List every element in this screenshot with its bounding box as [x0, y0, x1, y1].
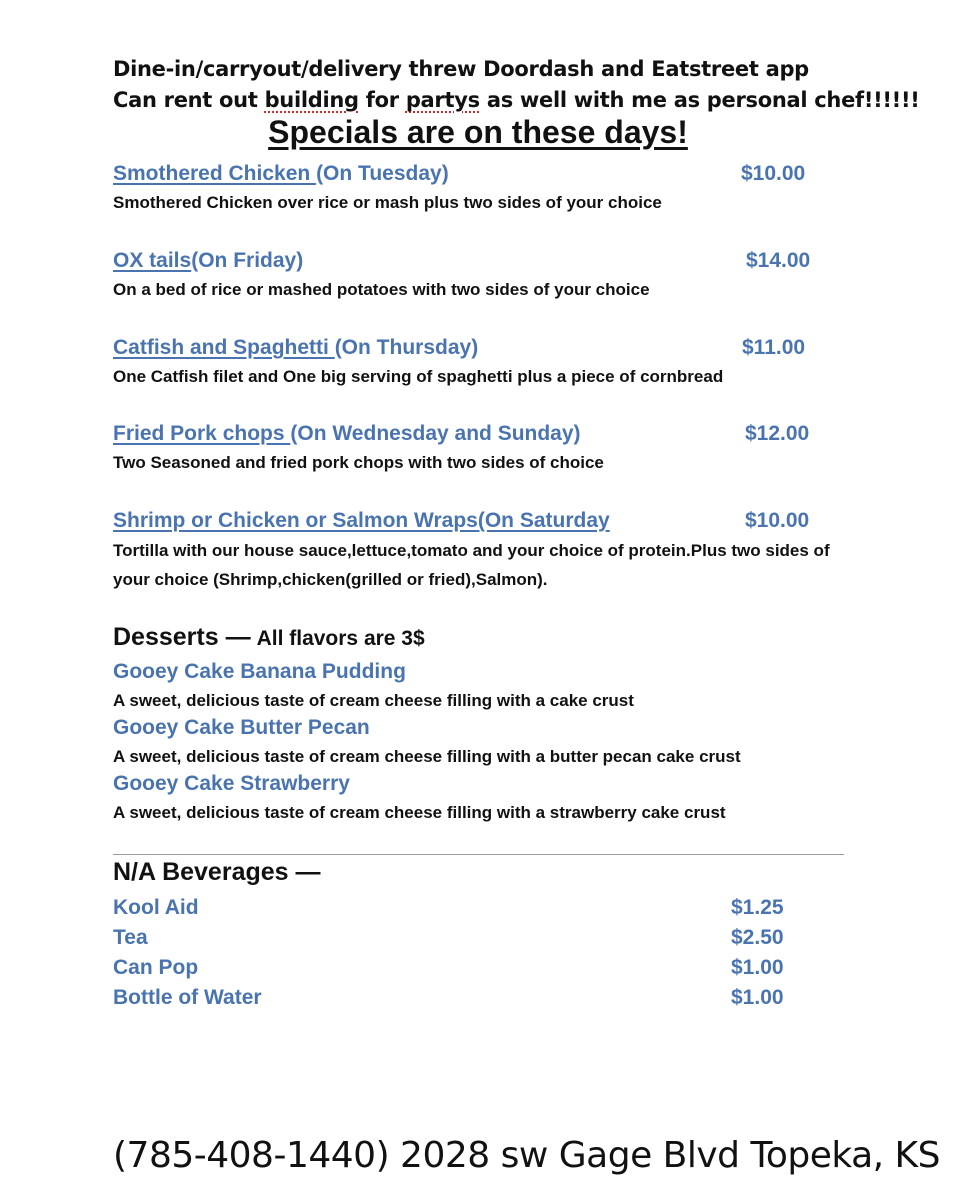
- special-title-wraps[interactable]: Shrimp or Chicken or Salmon Wraps(On Saturday: [113, 509, 610, 532]
- dessert-name[interactable]: Gooey Cake Banana Pudding: [113, 660, 406, 683]
- special-description: Tortilla with our house sauce,lettuce,tomato and your choice of protein.Plus two sides of your choice (Shrimp,chicken(grilled or fried),Salmon).: [113, 541, 830, 589]
- desserts-heading: Desserts — All flavors are 3$: [113, 623, 425, 651]
- specials-headline: Specials are on these days!: [268, 114, 688, 150]
- beverage-name[interactable]: Bottle of Water: [113, 986, 262, 1009]
- special-description: Two Seasoned and fried pork chops with two sides of choice: [113, 453, 604, 472]
- dessert-name[interactable]: Gooey Cake Strawberry: [113, 772, 350, 795]
- special-price: $10.00: [741, 162, 806, 185]
- special-description: Smothered Chicken over rice or mash plus two sides of your choice: [113, 193, 662, 212]
- special-description: One Catfish filet and One big serving of spaghetti plus a piece of cornbread: [113, 367, 724, 386]
- special-title-ox-tails[interactable]: OX tails(On Friday): [113, 249, 304, 272]
- intro-line-1: Dine-in/carryout/delivery threw Doordash and Eatstreet app: [113, 57, 809, 81]
- dessert-description: A sweet, delicious taste of cream cheese filling with a cake crust: [113, 691, 634, 710]
- beverage-name[interactable]: Kool Aid: [113, 896, 199, 919]
- special-title-fried-pork-chops[interactable]: Fried Pork chops (On Wednesday and Sunday): [113, 422, 581, 445]
- special-price: $11.00: [742, 336, 806, 359]
- special-price: $14.00: [746, 249, 811, 272]
- intro-line-2: Can rent out building for partys as well with me as personal chef!!!!!!: [113, 88, 920, 112]
- special-title-catfish-spaghetti[interactable]: Catfish and Spaghetti (On Thursday): [113, 336, 479, 359]
- special-price: $12.00: [745, 422, 810, 445]
- beverage-price: $1.00: [731, 986, 784, 1009]
- section-divider: [113, 854, 844, 855]
- dessert-description: A sweet, delicious taste of cream cheese filling with a strawberry cake crust: [113, 803, 726, 822]
- beverage-price: $1.00: [731, 956, 784, 979]
- beverage-name[interactable]: Tea: [113, 926, 148, 949]
- dessert-description: A sweet, delicious taste of cream cheese filling with a butter pecan cake crust: [113, 747, 741, 766]
- beverage-price: $2.50: [731, 926, 784, 949]
- beverage-name[interactable]: Can Pop: [113, 956, 199, 979]
- special-description: On a bed of rice or mashed potatoes with two sides of your choice: [113, 280, 650, 299]
- special-title-smothered-chicken[interactable]: Smothered Chicken (On Tuesday): [113, 162, 449, 185]
- beverages-heading: N/A Beverages —: [113, 858, 321, 886]
- special-price: $10.00: [745, 509, 810, 532]
- contact-footer: (785-408-1440) 2028 sw Gage Blvd Topeka, KS: [113, 1135, 940, 1176]
- beverage-price: $1.25: [731, 896, 784, 919]
- dessert-name[interactable]: Gooey Cake Butter Pecan: [113, 716, 370, 739]
